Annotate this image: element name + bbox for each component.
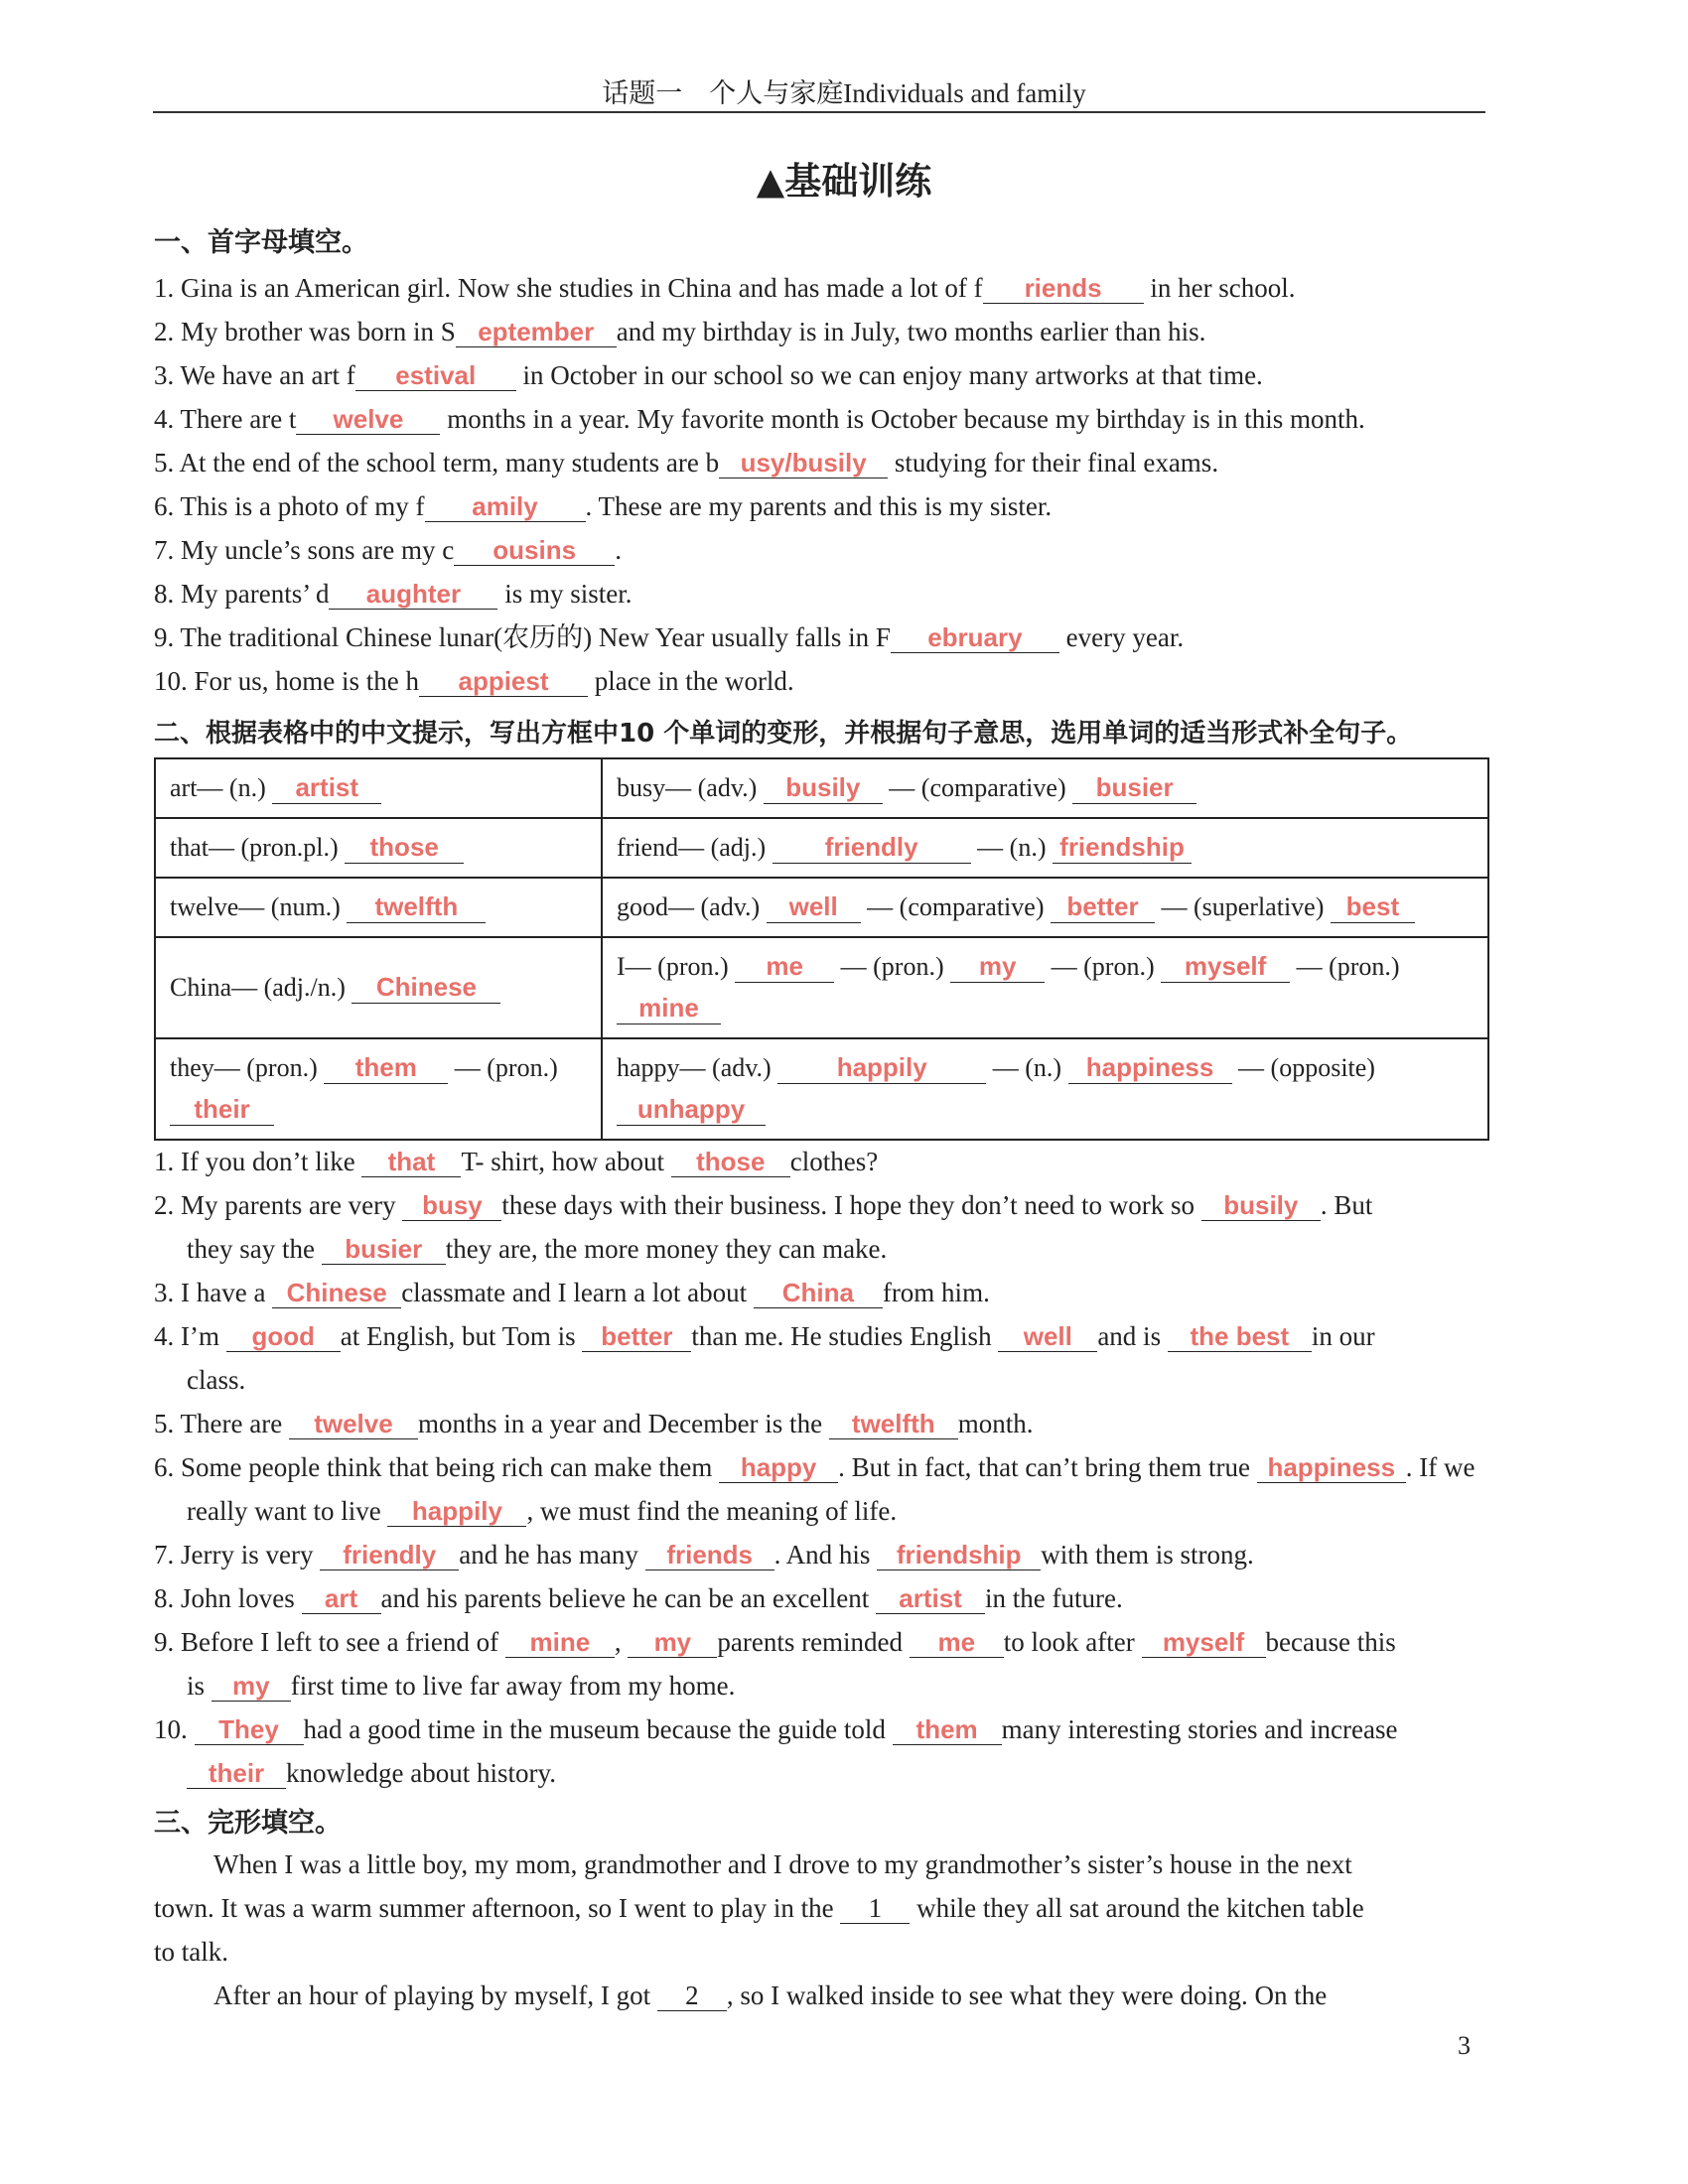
page-number: 3 [1458,2031,1471,2060]
part1-item-9: 9. The traditional Chinese lunar(农历的) New Year usually falls in F ebruary every year. [154,622,1185,652]
answer: amily [472,491,538,521]
part1-item-8: 8. My parents’ d aughter is my sister. [154,579,633,609]
table-cell-happy: happy— (adv.) happily — (n.) happiness — (opposite) unhappy [602,1038,1488,1140]
part2-heading: 二、根据表格中的中文提示，写出方框中10 个单词的变形，并根据句子意思，选用单词的适当形式补全句子。 [154,719,1413,749]
part2-sentence-6-cont: really want to live happily , we must find the meaning of life. [187,1496,898,1526]
table-row [155,758,1488,818]
table-cell-they: they— (pron.) them — (pron.) their [155,1038,602,1140]
table-cell-good: good— (adv.) well — (comparative) better — (superlative) best [602,878,1488,937]
part1-item-1: 1. Gina is an American girl. Now she studies in China and has made a lot of f riends in her school. [154,273,1296,303]
word-forms-table [154,757,1489,1141]
part2-sentence-6: 6. Some people think that being rich can make them happy . But in fact, that can’t bring them true happiness . If we [154,1452,1476,1482]
table-cell-i: I— (pron.) me — (pron.) my — (pron.) myself — (pron.) mine [602,937,1488,1038]
table-cell-art: art— (n.) artist [155,758,602,818]
part2-sentence-9-cont: is my first time to live far away from my home. [187,1671,736,1701]
answer: aughter [365,579,462,609]
part1-item-2: 2. My brother was born in S eptember and my birthday is in July, two months earlier than his. [154,317,1206,346]
table-cell-friend: friend— (adj.) friendly — (n.) friendship [602,818,1488,878]
part2-sentence-1: 1. If you don’t like that T- shirt, how about those clothes? [154,1147,879,1176]
part2-sentence-10-cont: their knowledge about history. [187,1751,1489,1795]
table-cell-busy: busy— (adv.) busily — (comparative) busier [602,758,1488,818]
part2-sentence-4-cont: class. [187,1365,246,1395]
answer: appiest [458,666,549,696]
cloze-paragraph-1-line-3: to talk. [154,1937,228,1967]
table-cell-that: that— (pron.pl.) those [155,818,602,878]
table-row [155,818,1488,878]
part1-item-10: 10. For us, home is the h appiest place in the world. [154,666,794,696]
answer: eptember [478,317,595,346]
part1-heading: 一、首字母填空。 [154,227,368,258]
table-cell-twelve: twelve— (num.) twelfth [155,878,602,937]
part1-item-5: 5. At the end of the school term, many students are b usy/busily studying for their final exams. [154,448,1219,478]
part2-sentence-7: 7. Jerry is very friendly and he has many friends . And his friendship with them is strong. [154,1540,1254,1570]
part2-sentence-2: 2. My parents are very busy these days with their business. I hope they don’t need to work so busily . But [154,1190,1373,1220]
cloze-paragraph-1-line-1: When I was a little boy, my mom, grandmother and I drove to my grandmother’s sister’s house in the next [213,1849,1352,1879]
answer: usy/busily [740,448,867,478]
answer: riends [1024,273,1102,303]
part2-sentence-8: 8. John loves art and his parents believe he can be an excellent artist in the future. [154,1583,1123,1613]
table-row [155,1038,1488,1140]
answer: ebruary [927,622,1023,652]
answer: welve [333,404,404,434]
cloze-paragraph-1-line-2: town. It was a warm summer afternoon, so I went to play in the 1 while they all sat around the kitchen table [154,1893,1364,1923]
part2-sentence-2-cont: they say the busier they are, the more money they can make. [187,1234,888,1264]
header-rule [153,111,1485,113]
part1-item-6: 6. This is a photo of my f amily . These are my parents and this is my sister. [154,491,1053,521]
table-cell-china: China— (adj./n.) Chinese [155,937,602,1038]
part2-sentence-5: 5. There are twelve months in a year and December is the twelfth month. [154,1409,1034,1438]
part1-item-3: 3. We have an art f estival in October in our school so we can enjoy many artworks at that time. [154,360,1263,390]
answer: estival [395,360,477,390]
part1-item-4: 4. There are t welve months in a year. My favorite month is October because my birthday is in this month. [154,404,1365,434]
answer: ousins [492,535,577,565]
part3-heading: 三、完形填空。 [154,1808,342,1839]
page-header-title: 话题一 个人与家庭Individuals and family [602,78,1086,108]
part2-sentence-3: 3. I have a Chinese classmate and I learn a lot about China from him. [154,1278,990,1307]
cloze-paragraph-2-line-1: After an hour of playing by myself, I got 2 , so I walked inside to see what they were doing. On the [213,1980,1328,2010]
part2-sentence-9: 9. Before I left to see a friend of mine , my parents reminded me to look after myself because this [154,1627,1396,1657]
part2-sentence-10: 10. They had a good time in the museum because the guide told them many interesting stories and increase [154,1714,1398,1744]
part2-sentence-4: 4. I’m good at English, but Tom is better than me. He studies English well and is the best in our [154,1321,1375,1351]
table-row [155,937,1488,1038]
part1-item-7: 7. My uncle’s sons are my c ousins . [154,535,622,565]
table-row [155,878,1488,937]
section-title: ▲基础训练 [756,160,932,203]
